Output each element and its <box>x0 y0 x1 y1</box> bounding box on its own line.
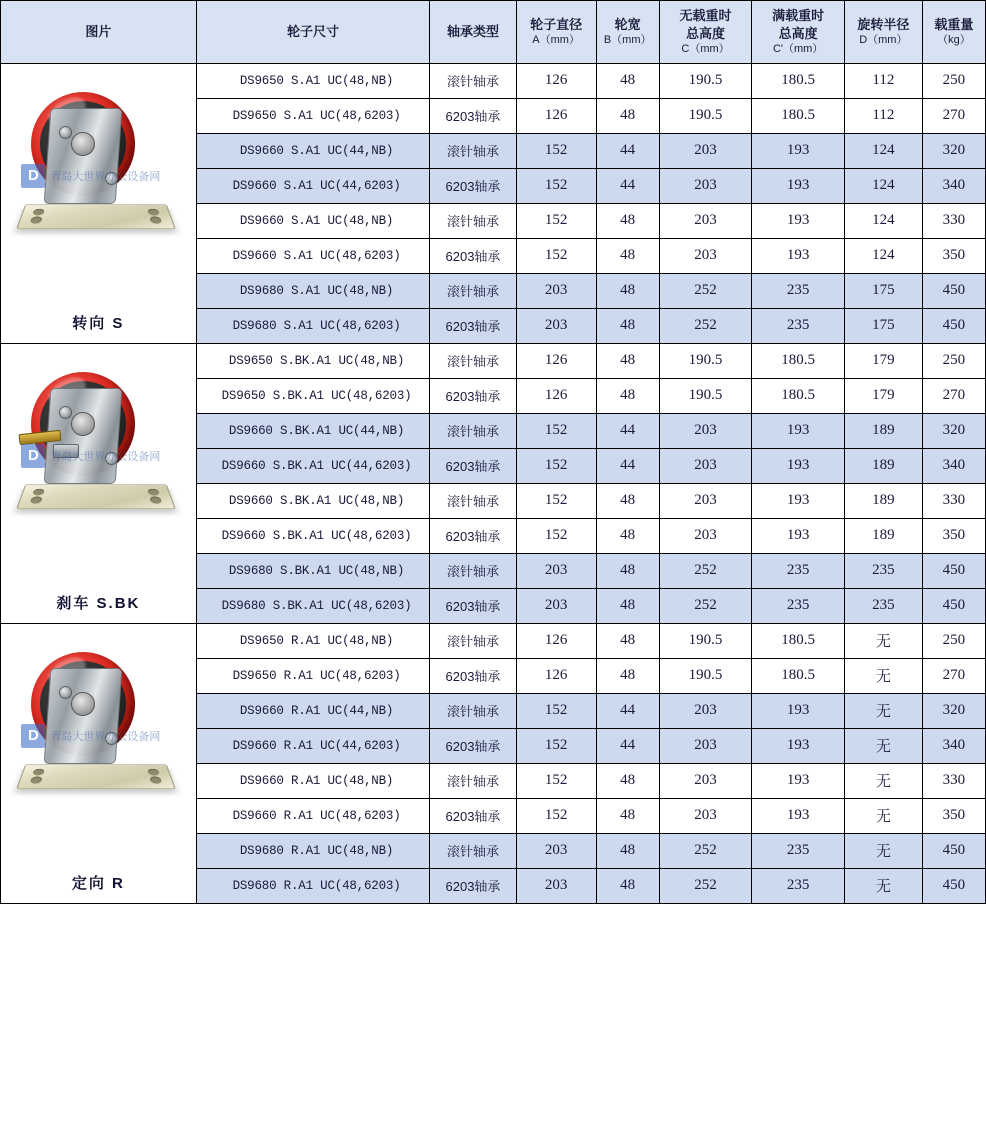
column-header-height-unloaded-label: 无载重时 总高度 <box>679 8 732 41</box>
cell-width: 48 <box>596 63 659 98</box>
cell-bearing: 滚针轴承 <box>430 833 516 868</box>
cell-model: DS9660 R.A1 UC(44,NB) <box>196 693 430 728</box>
rigid-caster-icon <box>13 628 183 868</box>
cell-swivel-radius: 无 <box>844 763 922 798</box>
cell-model: DS9650 S.A1 UC(48,NB) <box>196 63 430 98</box>
cell-width: 44 <box>596 413 659 448</box>
cell-bearing: 滚针轴承 <box>430 273 516 308</box>
plate-hole-icon <box>150 497 163 504</box>
cell-swivel-radius: 235 <box>844 588 922 623</box>
caster-type-caption: 转向 S <box>72 314 125 332</box>
plate-hole-icon <box>147 769 160 776</box>
cell-diameter: 203 <box>516 308 596 343</box>
cell-height-unloaded: 203 <box>659 413 752 448</box>
cell-bearing: 6203轴承 <box>430 448 516 483</box>
cell-height-loaded: 235 <box>752 833 845 868</box>
cell-load: 450 <box>922 588 985 623</box>
cell-height-unloaded: 203 <box>659 728 752 763</box>
cell-height-loaded: 193 <box>752 798 845 833</box>
cell-model: DS9660 R.A1 UC(48,6203) <box>196 798 430 833</box>
cell-bearing: 滚针轴承 <box>430 483 516 518</box>
cell-height-loaded: 193 <box>752 168 845 203</box>
cell-model: DS9660 S.BK.A1 UC(48,NB) <box>196 483 430 518</box>
cell-height-unloaded: 203 <box>659 238 752 273</box>
plate-hole-icon <box>30 217 43 224</box>
cell-height-unloaded: 203 <box>659 483 752 518</box>
cell-bearing: 滚针轴承 <box>430 343 516 378</box>
cell-bearing: 6203轴承 <box>430 168 516 203</box>
cell-height-loaded: 193 <box>752 133 845 168</box>
brake-pad-icon <box>53 444 79 458</box>
cell-bearing: 滚针轴承 <box>430 133 516 168</box>
cell-height-unloaded: 252 <box>659 553 752 588</box>
column-header-height-unloaded-sub: C（mm） <box>681 43 730 56</box>
cell-height-unloaded: 252 <box>659 308 752 343</box>
cell-swivel-radius: 112 <box>844 63 922 98</box>
cell-bearing: 滚针轴承 <box>430 763 516 798</box>
cell-height-loaded: 235 <box>752 308 845 343</box>
cell-bearing: 滚针轴承 <box>430 63 516 98</box>
cell-height-unloaded: 252 <box>659 833 752 868</box>
cell-swivel-radius: 无 <box>844 798 922 833</box>
cell-model: DS9660 S.BK.A1 UC(48,6203) <box>196 518 430 553</box>
cell-load: 270 <box>922 98 985 133</box>
cell-diameter: 126 <box>516 378 596 413</box>
cell-diameter: 203 <box>516 588 596 623</box>
cell-width: 48 <box>596 203 659 238</box>
cell-load: 250 <box>922 63 985 98</box>
watermark-logo-icon: D <box>21 724 45 748</box>
cell-width: 48 <box>596 378 659 413</box>
column-header-width <box>596 1 659 64</box>
column-header-diameter <box>516 1 596 64</box>
watermark-logo-icon: D <box>21 164 45 188</box>
cell-model: DS9660 S.BK.A1 UC(44,6203) <box>196 448 430 483</box>
cell-diameter: 152 <box>516 133 596 168</box>
watermark-text: 青岛大世界办公设备网 <box>50 170 161 183</box>
caster-image-cell <box>1 63 197 343</box>
plate-hole-icon <box>33 769 46 776</box>
cell-model: DS9650 S.BK.A1 UC(48,6203) <box>196 378 430 413</box>
cell-load: 330 <box>922 763 985 798</box>
cell-swivel-radius: 189 <box>844 518 922 553</box>
caster-fork <box>44 668 123 764</box>
cell-load: 320 <box>922 693 985 728</box>
cell-bearing: 6203轴承 <box>430 518 516 553</box>
column-header-bearing-type <box>430 1 516 64</box>
cell-width: 48 <box>596 658 659 693</box>
column-header-wheel-size <box>196 1 430 64</box>
cell-model: DS9660 S.A1 UC(44,6203) <box>196 168 430 203</box>
cell-width: 48 <box>596 308 659 343</box>
brake-caster-icon <box>13 348 183 588</box>
cell-bearing: 6203轴承 <box>430 308 516 343</box>
cell-diameter: 152 <box>516 413 596 448</box>
cell-diameter: 152 <box>516 483 596 518</box>
cell-load: 250 <box>922 623 985 658</box>
column-header-width-sub: B（mm） <box>603 34 652 47</box>
cell-load: 320 <box>922 133 985 168</box>
watermark-logo-icon: D <box>21 444 45 468</box>
cell-bearing: 滚针轴承 <box>430 413 516 448</box>
cell-load: 350 <box>922 238 985 273</box>
cell-width: 48 <box>596 763 659 798</box>
cell-height-loaded: 235 <box>752 273 845 308</box>
column-header-load-capacity <box>922 1 985 64</box>
cell-model: DS9680 R.A1 UC(48,6203) <box>196 868 430 903</box>
table-header <box>1 1 986 64</box>
cell-bearing: 滚针轴承 <box>430 623 516 658</box>
cell-load: 270 <box>922 378 985 413</box>
cell-height-unloaded: 203 <box>659 763 752 798</box>
column-header-swivel-radius <box>844 1 922 64</box>
cell-height-unloaded: 190.5 <box>659 63 752 98</box>
caster-image-cell <box>1 343 197 623</box>
cell-model: DS9650 R.A1 UC(48,NB) <box>196 623 430 658</box>
mounting-plate <box>17 764 177 789</box>
cell-diameter: 203 <box>516 553 596 588</box>
cell-height-unloaded: 252 <box>659 868 752 903</box>
column-header-height-loaded <box>752 1 845 64</box>
cell-width: 44 <box>596 448 659 483</box>
mounting-plate <box>17 204 177 229</box>
cell-bearing: 6203轴承 <box>430 658 516 693</box>
cell-width: 44 <box>596 133 659 168</box>
cell-width: 48 <box>596 623 659 658</box>
column-header-wheel-size-label: 轮子尺寸 <box>287 24 340 40</box>
cell-bearing: 6203轴承 <box>430 728 516 763</box>
column-header-height-unloaded <box>659 1 752 64</box>
cell-swivel-radius: 175 <box>844 273 922 308</box>
mounting-plate <box>17 484 177 509</box>
cell-width: 44 <box>596 168 659 203</box>
cell-height-loaded: 193 <box>752 413 845 448</box>
cell-height-unloaded: 203 <box>659 448 752 483</box>
cell-diameter: 152 <box>516 203 596 238</box>
cell-height-loaded: 235 <box>752 553 845 588</box>
watermark-text: 青岛大世界办公设备网 <box>50 450 161 463</box>
cell-model: DS9660 R.A1 UC(48,NB) <box>196 763 430 798</box>
cell-load: 270 <box>922 658 985 693</box>
cell-width: 44 <box>596 728 659 763</box>
cell-model: DS9650 R.A1 UC(48,6203) <box>196 658 430 693</box>
cell-bearing: 滚针轴承 <box>430 693 516 728</box>
caster-fork <box>44 108 123 204</box>
cell-load: 450 <box>922 273 985 308</box>
cell-diameter: 126 <box>516 623 596 658</box>
cell-width: 48 <box>596 98 659 133</box>
cell-diameter: 152 <box>516 693 596 728</box>
cell-model: DS9680 S.A1 UC(48,NB) <box>196 273 430 308</box>
cell-load: 330 <box>922 203 985 238</box>
caster-image-wrap <box>3 348 194 613</box>
cell-width: 48 <box>596 798 659 833</box>
table-row <box>1 343 986 378</box>
cell-bearing: 滚针轴承 <box>430 553 516 588</box>
cell-height-loaded: 193 <box>752 518 845 553</box>
cell-height-unloaded: 190.5 <box>659 623 752 658</box>
cell-swivel-radius: 124 <box>844 203 922 238</box>
cell-load: 250 <box>922 343 985 378</box>
plate-hole-icon <box>33 209 46 216</box>
cell-width: 48 <box>596 238 659 273</box>
cell-swivel-radius: 无 <box>844 728 922 763</box>
cell-height-unloaded: 190.5 <box>659 658 752 693</box>
caster-image-wrap <box>3 628 194 893</box>
cell-height-loaded: 180.5 <box>752 98 845 133</box>
cell-diameter: 152 <box>516 238 596 273</box>
cell-diameter: 152 <box>516 518 596 553</box>
cell-load: 350 <box>922 518 985 553</box>
cell-load: 350 <box>922 798 985 833</box>
cell-height-loaded: 235 <box>752 868 845 903</box>
table-body <box>1 63 986 903</box>
caster-image-wrap <box>3 68 194 333</box>
cell-swivel-radius: 189 <box>844 413 922 448</box>
plate-hole-icon <box>30 497 43 504</box>
cell-model: DS9660 S.BK.A1 UC(44,NB) <box>196 413 430 448</box>
cell-diameter: 152 <box>516 728 596 763</box>
cell-height-loaded: 193 <box>752 483 845 518</box>
cell-diameter: 203 <box>516 868 596 903</box>
cell-width: 48 <box>596 483 659 518</box>
cell-swivel-radius: 175 <box>844 308 922 343</box>
cell-load: 320 <box>922 413 985 448</box>
column-header-width-label: 轮宽 <box>614 16 641 32</box>
plate-hole-icon <box>150 217 163 224</box>
watermark-text: 青岛大世界办公设备网 <box>50 730 161 743</box>
cell-width: 48 <box>596 588 659 623</box>
header-row <box>1 1 986 64</box>
cell-load: 330 <box>922 483 985 518</box>
cell-bearing: 6203轴承 <box>430 588 516 623</box>
cell-swivel-radius: 189 <box>844 448 922 483</box>
column-header-height-loaded-label: 满载重时 总高度 <box>772 8 825 41</box>
swivel-caster-icon <box>13 68 183 308</box>
plate-hole-icon <box>150 777 163 784</box>
cell-model: DS9680 S.A1 UC(48,6203) <box>196 308 430 343</box>
cell-model: DS9660 S.A1 UC(48,NB) <box>196 203 430 238</box>
column-header-swivel-radius-sub: D（mm） <box>859 34 908 47</box>
cell-load: 340 <box>922 448 985 483</box>
caster-type-caption: 定向 R <box>71 874 125 892</box>
cell-swivel-radius: 无 <box>844 868 922 903</box>
cell-swivel-radius: 124 <box>844 168 922 203</box>
cell-height-unloaded: 252 <box>659 273 752 308</box>
cell-model: DS9680 R.A1 UC(48,NB) <box>196 833 430 868</box>
cell-swivel-radius: 无 <box>844 833 922 868</box>
cell-swivel-radius: 无 <box>844 623 922 658</box>
cell-diameter: 152 <box>516 798 596 833</box>
cell-diameter: 126 <box>516 98 596 133</box>
cell-bearing: 6203轴承 <box>430 98 516 133</box>
cell-height-unloaded: 203 <box>659 133 752 168</box>
cell-load: 340 <box>922 168 985 203</box>
cell-bearing: 6203轴承 <box>430 378 516 413</box>
cell-height-loaded: 193 <box>752 203 845 238</box>
cell-height-loaded: 193 <box>752 448 845 483</box>
cell-height-loaded: 193 <box>752 693 845 728</box>
cell-height-unloaded: 252 <box>659 588 752 623</box>
caster-type-caption: 刹车 S.BK <box>56 594 141 612</box>
cell-height-unloaded: 190.5 <box>659 98 752 133</box>
plate-hole-icon <box>147 489 160 496</box>
cell-swivel-radius: 189 <box>844 483 922 518</box>
cell-swivel-radius: 235 <box>844 553 922 588</box>
cell-height-unloaded: 203 <box>659 168 752 203</box>
cell-bearing: 6203轴承 <box>430 798 516 833</box>
cell-swivel-radius: 179 <box>844 343 922 378</box>
cell-load: 450 <box>922 308 985 343</box>
cell-height-loaded: 180.5 <box>752 623 845 658</box>
cell-model: DS9680 S.BK.A1 UC(48,NB) <box>196 553 430 588</box>
cell-height-loaded: 193 <box>752 728 845 763</box>
column-header-image-label: 图片 <box>85 24 112 40</box>
cell-height-loaded: 193 <box>752 238 845 273</box>
cell-swivel-radius: 179 <box>844 378 922 413</box>
cell-height-loaded: 180.5 <box>752 378 845 413</box>
cell-width: 48 <box>596 343 659 378</box>
cell-model: DS9660 S.A1 UC(48,6203) <box>196 238 430 273</box>
cell-model: DS9650 S.A1 UC(48,6203) <box>196 98 430 133</box>
cell-load: 450 <box>922 553 985 588</box>
cell-width: 44 <box>596 693 659 728</box>
cell-height-unloaded: 203 <box>659 518 752 553</box>
caster-image-cell <box>1 623 197 903</box>
cell-height-loaded: 180.5 <box>752 63 845 98</box>
cell-diameter: 126 <box>516 343 596 378</box>
cell-model: DS9650 S.BK.A1 UC(48,NB) <box>196 343 430 378</box>
cell-diameter: 126 <box>516 63 596 98</box>
cell-height-loaded: 235 <box>752 588 845 623</box>
cell-diameter: 203 <box>516 273 596 308</box>
cell-diameter: 126 <box>516 658 596 693</box>
column-header-load-capacity-sub: （kg） <box>937 34 971 47</box>
column-header-bearing-type-label: 轴承类型 <box>446 24 499 40</box>
cell-model: DS9660 R.A1 UC(44,6203) <box>196 728 430 763</box>
cell-swivel-radius: 无 <box>844 693 922 728</box>
column-header-swivel-radius-label: 旋转半径 <box>857 16 910 32</box>
cell-swivel-radius: 无 <box>844 658 922 693</box>
column-header-diameter-sub: A（mm） <box>532 34 580 47</box>
cell-load: 340 <box>922 728 985 763</box>
cell-bearing: 6203轴承 <box>430 868 516 903</box>
cell-swivel-radius: 124 <box>844 238 922 273</box>
table-row <box>1 623 986 658</box>
column-header-diameter-label: 轮子直径 <box>530 16 583 32</box>
cell-diameter: 203 <box>516 833 596 868</box>
cell-height-unloaded: 190.5 <box>659 378 752 413</box>
cell-height-loaded: 193 <box>752 763 845 798</box>
cell-diameter: 152 <box>516 168 596 203</box>
column-header-load-capacity-label: 载重量 <box>934 16 974 32</box>
cell-height-loaded: 180.5 <box>752 658 845 693</box>
table-row <box>1 63 986 98</box>
cell-height-unloaded: 203 <box>659 203 752 238</box>
column-header-height-loaded-sub: C'（mm） <box>772 43 824 56</box>
plate-hole-icon <box>30 777 43 784</box>
cell-width: 48 <box>596 868 659 903</box>
cell-bearing: 滚针轴承 <box>430 203 516 238</box>
cell-model: DS9680 S.BK.A1 UC(48,6203) <box>196 588 430 623</box>
cell-bearing: 6203轴承 <box>430 238 516 273</box>
cell-model: DS9660 S.A1 UC(44,NB) <box>196 133 430 168</box>
cell-load: 450 <box>922 833 985 868</box>
plate-hole-icon <box>33 489 46 496</box>
cell-load: 450 <box>922 868 985 903</box>
cell-diameter: 152 <box>516 448 596 483</box>
cell-swivel-radius: 124 <box>844 133 922 168</box>
column-header-image <box>1 1 197 64</box>
cell-swivel-radius: 112 <box>844 98 922 133</box>
cell-width: 48 <box>596 273 659 308</box>
cell-width: 48 <box>596 553 659 588</box>
cell-height-unloaded: 190.5 <box>659 343 752 378</box>
cell-width: 48 <box>596 833 659 868</box>
cell-width: 48 <box>596 518 659 553</box>
cell-height-unloaded: 203 <box>659 798 752 833</box>
cell-diameter: 152 <box>516 763 596 798</box>
cell-height-loaded: 180.5 <box>752 343 845 378</box>
cell-height-unloaded: 203 <box>659 693 752 728</box>
plate-hole-icon <box>147 209 160 216</box>
